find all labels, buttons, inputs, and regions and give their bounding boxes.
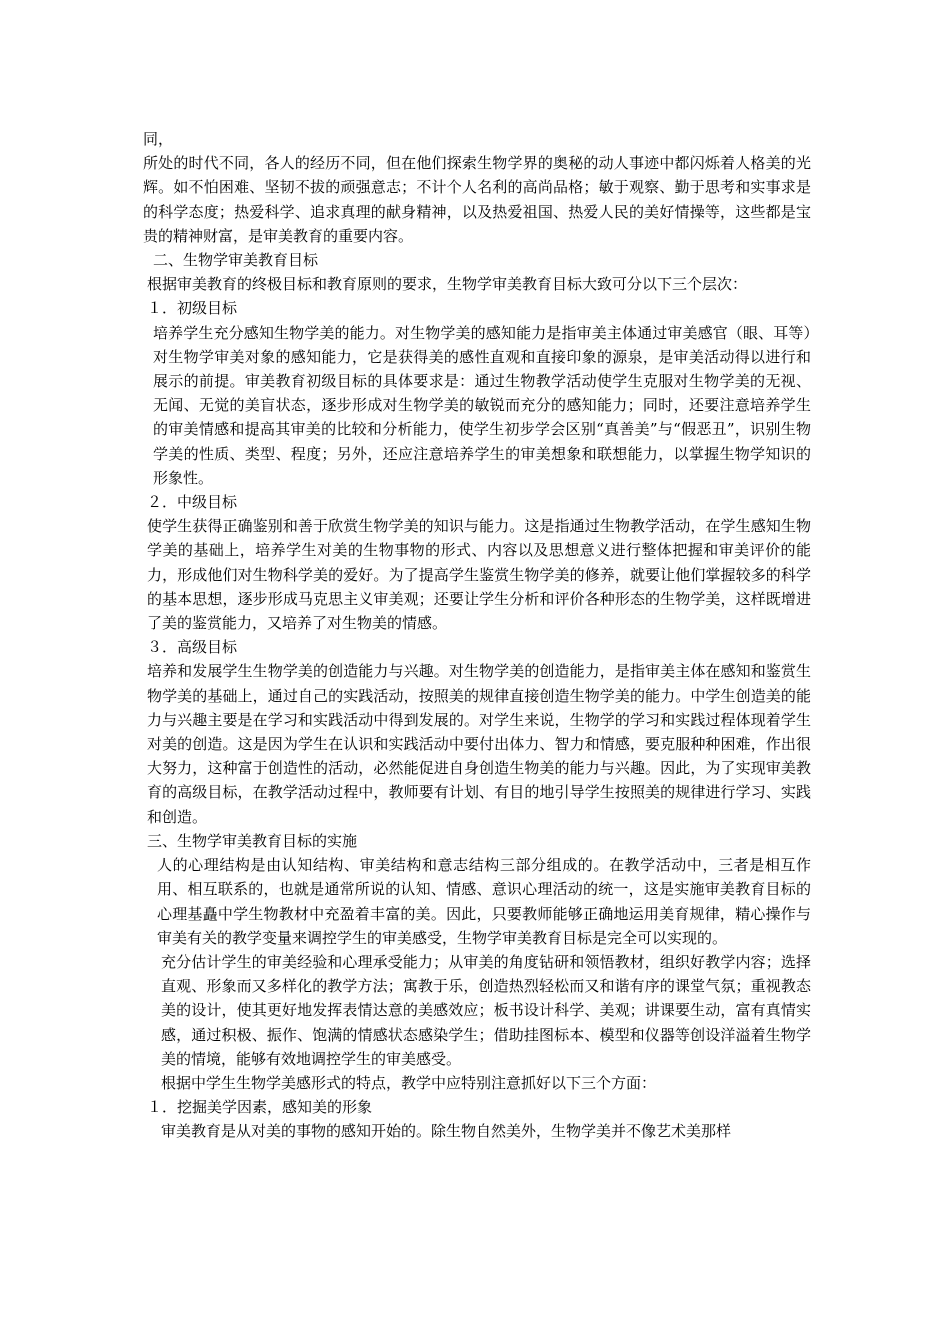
subheading-advanced-goal: ３．高级目标 bbox=[147, 638, 238, 657]
paragraph-three-aspects-intro: 根据中学生生物学美感形式的特点，教学中应特别注意抓好以下三个方面： bbox=[161, 1073, 657, 1092]
document-body bbox=[143, 127, 811, 1144]
paragraph-personality-beauty: 所处的时代不同，各人的经历不同，但在他们探索生物学界的奥秘的动人事迹中都闪烁着人格美的光辉。如不怕困难、坚韧不拔的顽强意志；不计个人名利的高尚品格；敏于观察、勤于思考和实事求是的科学态度；热爱科学、追求真理的献身精神，以及热爱祖国、热爱人民的美好情操等，这些都是宝贵的精神财富，是审美教育的重要内容。 bbox=[143, 154, 811, 245]
subheading-primary-goal: １．初级目标 bbox=[147, 299, 238, 318]
paragraph-advanced-goal: 培养和发展学生生物学美的创造能力与兴趣。对生物学美的创造能力，是指审美主体在感知和鉴赏生物学美的基础上，通过自己的实践活动，按照美的规律直接创造生物学美的能力。中学生创造美的能力与兴趣主要是在学习和实践活动中得到发展的。对学生来说，生物学的学习和实践过程体现着学生对美的创造。这是因为学生在认识和实践活动中要付出体力、智力和情感，要克服种种困难，作出很大努力，这种富于创造性的活动，必然能促进自身创造生物美的能力与兴趣。因此，为了实现审美教育的高级目标，在教学活动过程中，教师要有计划、有目的地引导学生按照美的规律进行学习、实践和创造。 bbox=[147, 662, 811, 826]
subheading-intermediate-goal: ２．中级目标 bbox=[147, 493, 238, 512]
section-heading-goals: 二、生物学审美教育目标 bbox=[153, 251, 319, 270]
subheading-aspect-one: １．挖掘美学因素，感知美的形象 bbox=[147, 1098, 373, 1117]
paragraph-goals-intro: 根据审美教育的终极目标和教育原则的要求，生物学审美教育目标大致可分以下三个层次： bbox=[147, 275, 748, 294]
paragraph-teaching-methods: 充分估计学生的审美经验和心理承受能力；从审美的角度钻研和领悟教材，组织好教学内容；选择直观、形象而又多样化的教学方法；寓教于乐，创造热烈轻松而又和谐有序的课堂气氛；重视教态美的设计，使其更好地发挥表情达意的美感效应；板书设计科学、美观；讲课要生动，富有真情实感，通过积极、振作、饱满的情感状态感染学生；借助挂图标本、模型和仪器等创设洋溢着生物学美的情境，能够有效地调控学生的审美感受。 bbox=[161, 952, 811, 1068]
paragraph-primary-goal: 培养学生充分感知生物学美的能力。对生物学美的感知能力是指审美主体通过审美感官（眼、耳等）对生物学审美对象的感知能力，它是获得美的感性直观和直接印象的源泉，是审美活动得以进行和展示的前提。审美教育初级目标的具体要求是：通过生物教学活动使学生克服对生物学美的无视、无闻、无觉的美盲状态，逐步形成对生物学美的敏锐而充分的感知能力；同时，还要注意培养学生的审美情感和提高其审美的比较和分析能力，使学生初步学会区别“真善美”与“假恶丑”，识别生物学美的性质、类型、程度；另外，还应注意培养学生的审美想象和联想能力，以掌握生物学知识的形象性。 bbox=[153, 323, 811, 487]
section-heading-implementation: 三、生物学审美教育目标的实施 bbox=[147, 831, 358, 850]
paragraph-intermediate-goal: 使学生获得正确鉴别和善于欣赏生物学美的知识与能力。这是指通过生物教学活动，在学生感知生物学美的基础上，培养学生对美的生物事物的形式、内容以及思想意义进行整体把握和审美评价的能力，形成他们对生物科学美的爱好。为了提高学生鉴赏生物学美的修养，就要让他们掌握较多的科学的基本思想，逐步形成马克思主义审美观；还要让学生分析和评价各种形态的生物学美，这样既增进了美的鉴赏能力，又培养了对生物美的情感。 bbox=[147, 517, 811, 633]
paragraph-aspect-one: 审美教育是从对美的事物的感知开始的。除生物自然美外，生物学美并不像艺术美那样 bbox=[161, 1122, 732, 1141]
paragraph-psychological-structure: 人的心理结构是由认知结构、审美结构和意志结构三部分组成的。在教学活动中，三者是相互作用、相互联系的，也就是通常所说的认知、情感、意识心理活动的统一，这是实施审美教育目标的心理基矗中学生物教材中充盈着丰富的美。因此，只要教师能够正确地运用美育规律，精心操作与审美有关的教学变量来调控学生的审美感受，生物学审美教育目标是完全可以实现的。 bbox=[157, 856, 811, 947]
paragraph-continuation: 同， bbox=[143, 130, 174, 148]
